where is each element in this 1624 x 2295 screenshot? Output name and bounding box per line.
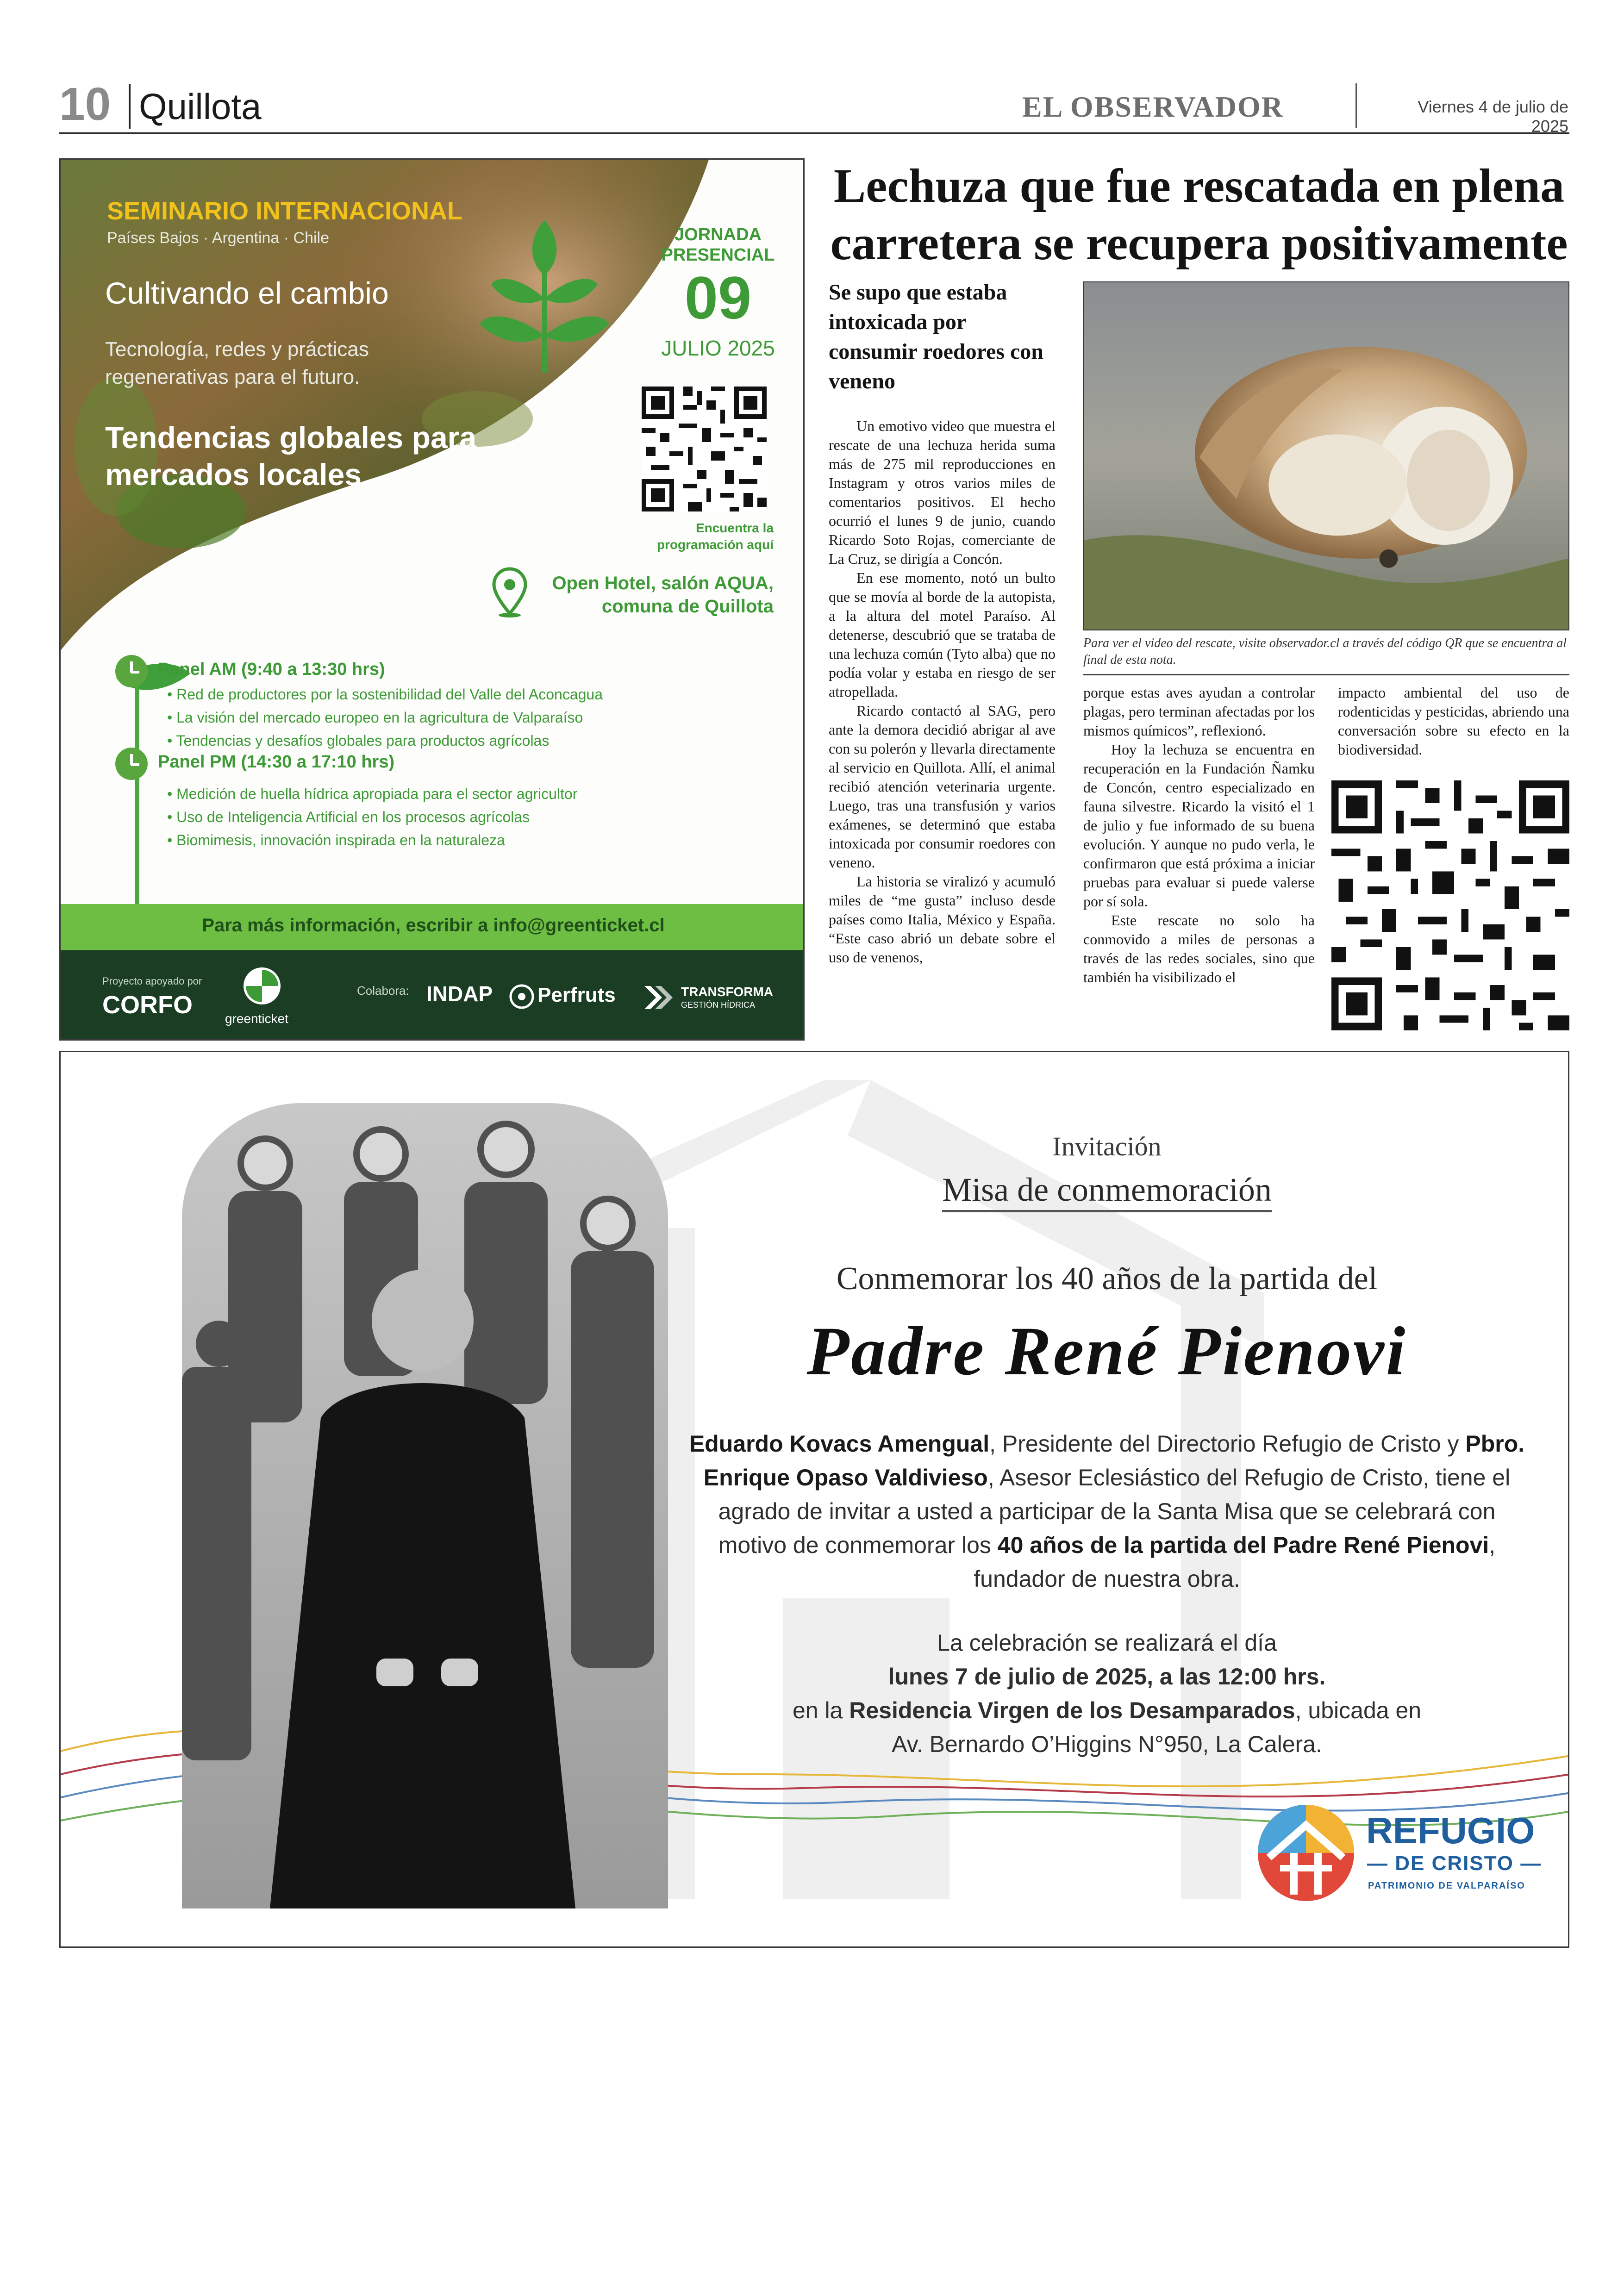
article-column-2 bbox=[1083, 683, 1315, 987]
article-column-3 bbox=[1338, 683, 1569, 759]
article-column-1 bbox=[829, 417, 1056, 967]
colabora-label: Colabora: bbox=[357, 984, 409, 998]
invitation-commemorate: Conmemorar los 40 años de la partida del bbox=[836, 1261, 1378, 1297]
seminar-venue: Open Hotel, salón AQUA, comuna de Quillota bbox=[552, 573, 774, 617]
cohost-name: Pbro. Enrique Opaso Valdivieso bbox=[703, 1431, 1525, 1491]
panel-am-item: • Tendencias y desafíos globales para productos agrícolas bbox=[167, 729, 769, 752]
article-paragraph: impacto ambiental del uso de rodenticidas y pesticidas, abriendo una conversación sobre su efecto en la biodiversidad. bbox=[1338, 684, 1569, 758]
panel-am-item: • La visión del mercado europeo en la agricultura de Valparaíso bbox=[167, 706, 769, 729]
seminar-qr-caption: Encuentra la programación aquí bbox=[656, 521, 774, 552]
event-place-suffix: , ubicada en bbox=[1295, 1697, 1422, 1723]
event-place: Residencia Virgen de los Desamparados bbox=[849, 1697, 1295, 1723]
header-divider bbox=[129, 84, 131, 129]
panel-am-title: Panel AM (9:40 a 13:30 hrs) bbox=[158, 660, 385, 679]
clock-icon bbox=[115, 748, 148, 780]
seminar-countries: Países Bajos · Argentina · Chile bbox=[107, 229, 330, 247]
transforma-subtitle: GESTIÓN HÍDRICA bbox=[681, 1000, 756, 1010]
owl-photo bbox=[1083, 281, 1569, 630]
occasion-text: 40 años de la partida del Padre René Pienovi bbox=[997, 1532, 1489, 1558]
body-text: , Presidente del Directorio Refugio de Cristo y bbox=[989, 1431, 1466, 1457]
event-intro: La celebración se realizará el día bbox=[937, 1630, 1277, 1656]
refugio-logo-tagline: PATRIMONIO DE VALPARAÍSO bbox=[1368, 1881, 1525, 1891]
page-number: 10 bbox=[59, 78, 111, 130]
location-pin-icon bbox=[491, 567, 528, 618]
supported-by-label: Proyecto apoyado por bbox=[102, 975, 202, 987]
body-text: , fundador de nuestra obra. bbox=[974, 1532, 1496, 1592]
invitation-label: Invitación bbox=[1052, 1131, 1162, 1161]
invitation-title bbox=[700, 1171, 1514, 1209]
seminar-jornada: JORNADA PRESENCIAL bbox=[661, 225, 775, 265]
panel-pm-title: Panel PM (14:30 a 17:10 hrs) bbox=[158, 752, 395, 772]
panel-pm-item: • Medición de huella hídrica apropiada para el sector agricultor bbox=[167, 782, 769, 805]
seminar-headline: Tendencias globales para mercados locales bbox=[105, 420, 477, 492]
refugio-logo-subtitle: — DE CRISTO — bbox=[1367, 1852, 1542, 1875]
article-paragraph: En ese momento, notó un bulto que se movía al borde de la autopista, a la altura del motel Paraíso. Al detenerse, descubrió que se trataba de una lechuza común (Tyto alba) que no podía volar y estaba en riesgo de ser atropellada. bbox=[829, 569, 1056, 700]
seminar-qr-code-icon[interactable] bbox=[642, 387, 767, 511]
perfruts-logo-icon bbox=[509, 984, 535, 1010]
refugio-de-cristo-logo-icon bbox=[1250, 1797, 1362, 1908]
padre-pienovi-photo bbox=[182, 1103, 668, 1908]
caption-rule bbox=[1083, 674, 1569, 675]
invitation-body bbox=[686, 1427, 1528, 1596]
article-paragraph: porque estas aves ayudan a controlar plagas, pero terminan afectadas por los mismos químicos”, reflexionó. bbox=[1083, 684, 1315, 739]
event-place-prefix: en la bbox=[792, 1697, 849, 1723]
event-address: Av. Bernardo O’Higgins N°950, La Calera. bbox=[892, 1731, 1322, 1757]
transforma-logo: TRANSFORMA bbox=[681, 985, 774, 999]
decorative-stem bbox=[135, 660, 139, 937]
panel-am-list bbox=[167, 683, 769, 752]
panel-pm-list bbox=[167, 782, 769, 852]
panel-am-item: • Red de productores por la sostenibilidad del Valle del Aconcagua bbox=[167, 683, 769, 706]
header-divider-right bbox=[1355, 83, 1357, 128]
seminar-title: Cultivando el cambio bbox=[105, 276, 389, 310]
article-kicker: Se supo que estaba intoxicada por consumir roedores con veneno bbox=[829, 280, 1043, 393]
event-details bbox=[686, 1626, 1528, 1761]
article-paragraph: Ricardo contactó al SAG, pero ante la demora decidió abrigar al ave con su polerón y llevarla directamente al servicio en Quillota. Allí, el animal recibió atención veterinaria urgente. Luego, tras una transfusión y varios exámenes, se determinó que estaba intoxicada por consumir roedores con veneno. bbox=[829, 702, 1056, 871]
honoree-name: Padre René Pienovi bbox=[806, 1313, 1407, 1390]
event-date: lunes 7 de julio de 2025, a las 12:00 hrs. bbox=[888, 1664, 1326, 1690]
seminar-month: JULIO 2025 bbox=[661, 336, 775, 360]
host-name: Eduardo Kovacs Amengual bbox=[689, 1431, 990, 1457]
body-text: , Asesor Eclesiástico del Refugio de Cristo, tiene el agrado de invitar a usted a participar de la Santa Misa que se celebrará con motivo de conmemorar los bbox=[718, 1465, 1511, 1558]
seminar-eyebrow: SEMINARIO INTERNACIONAL bbox=[107, 197, 462, 225]
article-paragraph: Un emotivo video que muestra el rescate de una lechuza herida suma más de 275 mil reproducciones en Instagram y otros varios miles de comentarios positivos. El hecho ocurrió el lunes 9 de junio, cuando Ricardo Soto Rojas, comerciante de La Cruz, se dirigía a Concón. bbox=[829, 418, 1056, 567]
seminar-contact-info[interactable]: Para más información, escribir a info@greenticket.cl bbox=[202, 915, 665, 935]
indap-logo: INDAP bbox=[426, 982, 493, 1006]
seminar-subtitle: Tecnología, redes y prácticas regenerativas para el futuro. bbox=[105, 338, 369, 388]
clock-icon bbox=[115, 655, 148, 687]
article-paragraph: Este rescate no solo ha conmovido a miles de personas a través de las redes sociales, sino que también ha visibilizado el bbox=[1083, 912, 1315, 985]
seminar-day: 09 bbox=[684, 264, 752, 331]
article-paragraph: La historia se viralizó y acumuló miles de “me gusta” incluso desde países como Italia, México y España. “Este caso abrió un debate sobre el uso de venenos, bbox=[829, 873, 1056, 966]
corfo-logo: CORFO bbox=[102, 991, 193, 1019]
page-header bbox=[59, 79, 1569, 134]
article-paragraph: Hoy la lechuza se encuentra en recuperación en la Fundación Ñamku de Concón, centro especializado en fauna silvestre. Ricardo la visitó el 1 de julio y fue informado de su buena evolución. Y aunque no pudo verla, le confirmaron que está próxima a iniciar pruebas para evaluar si puede valerse por sí sola. bbox=[1083, 741, 1315, 910]
seminar-advertisement bbox=[59, 158, 805, 1041]
section-name: Quillota bbox=[139, 86, 262, 127]
panel-pm-item: • Biomimesis, innovación inspirada en la naturaleza bbox=[167, 829, 769, 852]
perfruts-logo: Perfruts bbox=[537, 984, 616, 1006]
invitation-advertisement bbox=[59, 1051, 1569, 1948]
newspaper-name: EL OBSERVADOR bbox=[1022, 90, 1284, 123]
issue-date: Viernes 4 de julio de 2025 bbox=[1418, 97, 1568, 136]
panel-pm-item: • Uso de Inteligencia Artificial en los procesos agrícolas bbox=[167, 805, 769, 829]
article-headline: Lechuza que fue rescatada en plena carretera se recupera positivamente bbox=[830, 159, 1568, 270]
article-qr-code-icon[interactable] bbox=[1331, 780, 1569, 1030]
photo-caption: Para ver el video del rescate, visite observador.cl a través del código QR que se encuentra al final de esta nota. bbox=[1083, 636, 1567, 667]
invitation-title-text: Misa de conmemoración bbox=[942, 1171, 1272, 1212]
refugio-logo-title: REFUGIO bbox=[1366, 1810, 1535, 1851]
transforma-logo-icon bbox=[642, 984, 675, 1011]
greenticket-logo-text: greenticket bbox=[225, 1011, 288, 1026]
greenticket-logo-icon bbox=[241, 965, 283, 1007]
